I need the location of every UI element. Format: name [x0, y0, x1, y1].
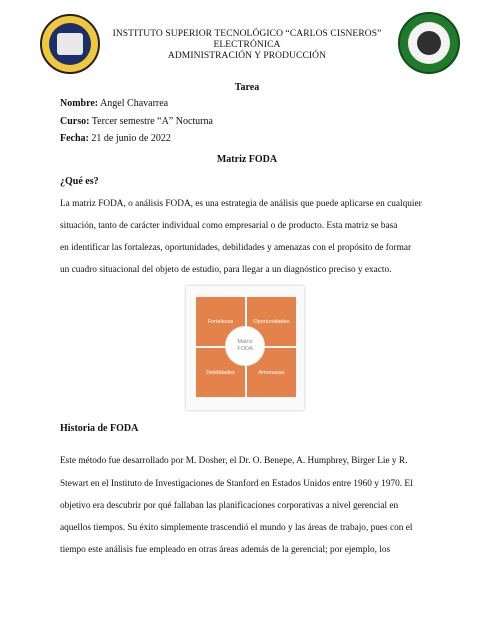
name-value: Angel Chavarrea	[98, 98, 169, 109]
para2-line: aquellos tiempos. Su éxito simplemente trascendió el mundo y las áreas de trabajo, pues con el	[60, 523, 413, 533]
seal-inner	[49, 23, 91, 65]
weaknesses-label: Debilidades	[206, 369, 235, 376]
para2-line: tiempo este análisis fue empleado en otras áreas además de la gerencial; por ejemplo, los	[60, 545, 391, 555]
question-heading: ¿Qué es?	[60, 176, 99, 187]
date-line	[60, 133, 171, 145]
para1-line: un cuadro situacional del objeto de estudio, para llegar a un diagnóstico preciso y exacto.	[60, 265, 392, 275]
para2-line: Stewart en el Instituto de Investigaciones de Stanford en Estados Unidos entre 1960 y 1970. El	[60, 479, 413, 489]
course-label: Curso:	[60, 116, 90, 127]
course-line	[60, 116, 213, 128]
date-label: Fecha:	[60, 133, 89, 144]
para1-line: situación, tanto de carácter individual como empresarial o de producto. Esta matriz se basa	[60, 221, 398, 231]
program-name: ADMINISTRACIÓN Y PRODUCCIÓN	[167, 51, 327, 61]
institute-seal-icon	[40, 14, 100, 74]
department-name: ELECTRÓNICA	[213, 40, 281, 50]
threats-label: Amenazas	[258, 369, 285, 376]
center-label-line1: Matriz	[237, 339, 253, 345]
logo-inner	[408, 22, 450, 64]
department-logo-icon	[398, 12, 460, 74]
matrix-center-circle	[225, 326, 265, 366]
para2-line: objetivo era descubrir por qué fallaban las planificaciones corporativas a nivel gerencial en	[60, 501, 399, 511]
course-value: Tercer semestre “A” Nocturna	[89, 116, 213, 127]
para2-line: Este método fue desarrollado por M. Dosher, el Dr. O. Benepe, A. Humphrey, Birger Lie y R.	[60, 456, 408, 466]
para1-line: en identificar las fortalezas, oportunidades, debilidades y amenazas con el propósito de formar	[60, 243, 412, 253]
name-label: Nombre:	[60, 98, 99, 109]
doc-title: Tarea	[234, 82, 260, 93]
opportunities-label: Oportunidades	[253, 318, 290, 325]
date-value: 21 de junio de 2022	[88, 133, 171, 144]
foda-matrix-figure	[186, 286, 304, 410]
logo-core	[417, 31, 441, 55]
para1-line: La matriz FODA, o análisis FODA, es una estrategia de análisis que puede aplicarse en cualquier	[60, 199, 422, 209]
strengths-label: Fortalezas	[207, 318, 234, 325]
section-title: Matriz FODA	[216, 154, 278, 165]
center-label-line2: FODA	[237, 346, 253, 352]
institution-name: INSTITUTO SUPERIOR TECNOLÓGICO “CARLOS CISNEROS”	[112, 29, 382, 39]
name-line	[60, 98, 168, 110]
seal-core	[57, 33, 83, 55]
history-heading: Historia de FODA	[60, 423, 139, 434]
